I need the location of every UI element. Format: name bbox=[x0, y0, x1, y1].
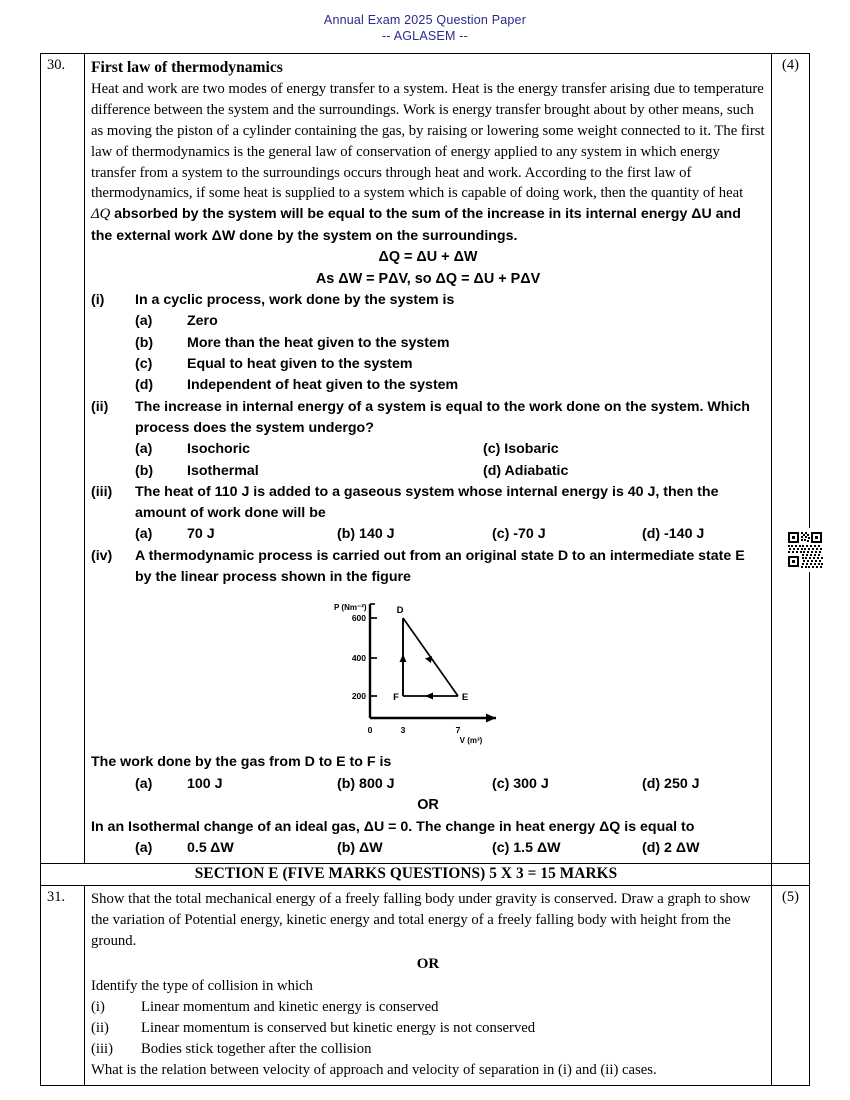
header-subtitle: -- AGLASEM -- bbox=[382, 28, 468, 43]
table-row-section-banner bbox=[41, 864, 810, 886]
point-label-f: F bbox=[393, 692, 399, 704]
option-iso-b-text: (b) ΔW bbox=[337, 839, 383, 856]
option-row-ii-2[interactable] bbox=[91, 461, 765, 482]
option-iii-c-text: (c) -70 J bbox=[492, 526, 546, 543]
option-iii-d-text: (d) -140 J bbox=[642, 526, 705, 543]
x-tick-label-7: 7 bbox=[455, 725, 461, 736]
sub-question-ii bbox=[91, 397, 765, 440]
option-iii-a-text: 70 J bbox=[187, 526, 215, 543]
option-i-c-text: Equal to heat given to the system bbox=[187, 356, 413, 373]
x-axis-label: V (m³) bbox=[459, 736, 483, 746]
sub-question-iv bbox=[91, 546, 765, 589]
option-iii-a-key: (a) bbox=[135, 526, 153, 543]
option-i-a-key: (a) bbox=[135, 313, 153, 330]
question31-part2-intro: Identify the type of collision in which bbox=[91, 977, 313, 994]
question31-marks: (5) bbox=[772, 886, 810, 1086]
x-tick-label-0: 0 bbox=[367, 725, 373, 736]
option-work-a-text: 100 J bbox=[187, 775, 223, 792]
table-row-question-31 bbox=[41, 886, 810, 1086]
sub-question-iii-text: The heat of 110 J is added to a gaseous system whose internal energy is 40 J, then the amount of work done will be bbox=[135, 483, 719, 522]
equation-first-law: ΔQ = ΔU + ΔW bbox=[378, 248, 478, 265]
option-work-a-key: (a) bbox=[135, 775, 153, 792]
qr-code bbox=[786, 528, 826, 572]
sub-question-iv-label: (iv) bbox=[91, 547, 113, 564]
sub-question-i bbox=[91, 290, 765, 311]
section-banner-marks-cell bbox=[772, 864, 810, 886]
option-row-iii[interactable] bbox=[91, 524, 765, 545]
option-ii-d-text: (d) Adiabatic bbox=[483, 462, 569, 479]
option-work-c-text: (c) 300 J bbox=[492, 775, 549, 792]
question31-number: 31. bbox=[41, 886, 85, 1086]
qr-code-icon bbox=[786, 528, 826, 572]
option-work-b-text: (b) 800 J bbox=[337, 775, 395, 792]
question-body bbox=[85, 54, 772, 864]
option-i-b-key: (b) bbox=[135, 334, 154, 351]
sub-question-iii-label: (iii) bbox=[91, 483, 113, 500]
option-i-c[interactable] bbox=[91, 354, 765, 375]
sub-question-iii bbox=[91, 482, 765, 525]
option-iso-a-key: (a) bbox=[135, 839, 153, 856]
y-tick-label-200: 200 bbox=[351, 691, 366, 702]
collision-item-i-text: Linear momentum and kinetic energy is conserved bbox=[141, 998, 439, 1015]
arrow-d-to-e bbox=[425, 656, 432, 663]
point-label-d: D bbox=[396, 605, 404, 617]
passage-bold-text: absorbed by the system will be equal to the sum of the increase in its internal energy ΔU and the external work ΔW done by the system on the surroundings. bbox=[91, 206, 741, 244]
work-done-prompt: The work done by the gas from D to E to F is bbox=[91, 754, 392, 771]
sub-question-i-label: (i) bbox=[91, 292, 105, 309]
collision-item-ii bbox=[91, 1018, 765, 1039]
sub-question-ii-text: The increase in internal energy of a system is equal to the work done on the system. Which process does the system undergo? bbox=[135, 398, 750, 436]
isothermal-prompt: In an Isothermal change of an ideal gas, ΔU = 0. The change in heat energy ΔQ is equal to bbox=[91, 818, 695, 835]
option-row-isothermal[interactable] bbox=[91, 838, 765, 859]
collision-item-iii-label: (iii) bbox=[91, 1040, 114, 1057]
sub-question-ii-label: (ii) bbox=[91, 398, 109, 415]
option-i-d-key: (d) bbox=[135, 377, 154, 394]
sub-question-i-text: In a cyclic process, work done by the system is bbox=[135, 292, 455, 309]
option-row-work-done[interactable] bbox=[91, 774, 765, 795]
option-ii-a-key: (a) bbox=[135, 441, 153, 458]
y-tick-label-400: 400 bbox=[351, 653, 366, 664]
question-number: 30. bbox=[41, 54, 85, 864]
option-i-b[interactable] bbox=[91, 333, 765, 354]
option-i-b-text: More than the heat given to the system bbox=[187, 334, 450, 351]
option-i-d[interactable] bbox=[91, 375, 765, 396]
option-iso-c-text: (c) 1.5 ΔW bbox=[492, 839, 561, 856]
sub-question-iv-text: A thermodynamic process is carried out from an original state D to an intermediate state E by the linear process shown in the figure bbox=[135, 547, 745, 585]
option-i-a[interactable] bbox=[91, 311, 765, 332]
option-row-ii-1[interactable] bbox=[91, 439, 765, 460]
option-i-a-text: Zero bbox=[187, 313, 218, 330]
passage-delta-q: ΔQ bbox=[91, 206, 111, 223]
question-marks: (4) bbox=[772, 54, 810, 864]
question31-body bbox=[85, 886, 772, 1086]
exam-table bbox=[40, 53, 810, 1086]
option-i-d-text: Independent of heat given to the system bbox=[187, 377, 459, 394]
x-tick-label-3: 3 bbox=[400, 725, 406, 736]
question-title: First law of thermodynamics bbox=[91, 59, 283, 77]
table-row-question-30 bbox=[41, 54, 810, 864]
collision-item-i bbox=[91, 997, 765, 1018]
collision-item-ii-label: (ii) bbox=[91, 1019, 109, 1036]
option-ii-b-text: Isothermal bbox=[187, 462, 259, 479]
option-iii-b-text: (b) 140 J bbox=[337, 526, 395, 543]
or-divider-q30: OR bbox=[417, 796, 439, 813]
equation-work-substitution: As ΔW = PΔV, so ΔQ = ΔU + PΔV bbox=[315, 270, 541, 287]
passage-plain-text: Heat and work are two modes of energy transfer to a system. Heat is the energy transfer arising due to temperature difference between the system and the surroundings. Work is energy transfer brought about by other means, such as moving the piston of a cylinder containing the gas, by raising or lowering some weight connected to it. The first law of thermodynamics is the general law of conservation of energy applied to any system in which energy transfer from a system to the surroundings occurs through heat and work. According to the first law of thermodynamics, if some heat is supplied to a system which is capable of doing work, then the quantity of heat bbox=[91, 81, 765, 202]
collision-item-ii-text: Linear momentum is conserved but kinetic energy is not conserved bbox=[141, 1019, 536, 1036]
document-header bbox=[0, 0, 850, 44]
y-axis-label: P (Nm⁻²) bbox=[334, 603, 367, 613]
collision-item-iii-text: Bodies stick together after the collision bbox=[141, 1040, 372, 1057]
option-ii-b-key: (b) bbox=[135, 462, 154, 479]
arrow-e-to-f bbox=[425, 693, 433, 700]
collision-item-iii bbox=[91, 1039, 765, 1060]
option-ii-a-text: Isochoric bbox=[187, 441, 251, 458]
option-work-d-text: (d) 250 J bbox=[642, 775, 700, 792]
question31-part1: Show that the total mechanical energy of a freely falling body under gravity is conserved. Draw a graph to show the variation of Potential energy, kinetic energy and total energy of a freely falling body with height from the ground. bbox=[91, 891, 751, 949]
y-tick-label-600: 600 bbox=[351, 613, 366, 624]
option-i-c-key: (c) bbox=[135, 356, 153, 373]
or-divider-q31: OR bbox=[416, 955, 440, 972]
option-iso-a-text: 0.5 ΔW bbox=[187, 839, 234, 856]
collision-item-i-label: (i) bbox=[91, 998, 105, 1015]
pv-diagram-svg bbox=[328, 596, 528, 746]
pv-diagram-figure bbox=[91, 596, 765, 746]
arrow-f-to-d bbox=[400, 654, 407, 662]
point-label-e: E bbox=[461, 692, 469, 704]
section-e-banner: SECTION E (FIVE MARKS QUESTIONS) 5 X 3 = 15 MARKS bbox=[41, 864, 772, 886]
header-title: Annual Exam 2025 Question Paper bbox=[323, 13, 527, 27]
x-axis-arrowhead bbox=[486, 714, 496, 723]
option-ii-c-text: (c) Isobaric bbox=[483, 441, 559, 458]
question-passage bbox=[91, 79, 765, 247]
option-iso-d-text: (d) 2 ΔW bbox=[642, 839, 700, 856]
question31-closing: What is the relation between velocity of approach and velocity of separation in (i) and (ii) cases. bbox=[91, 1062, 657, 1079]
